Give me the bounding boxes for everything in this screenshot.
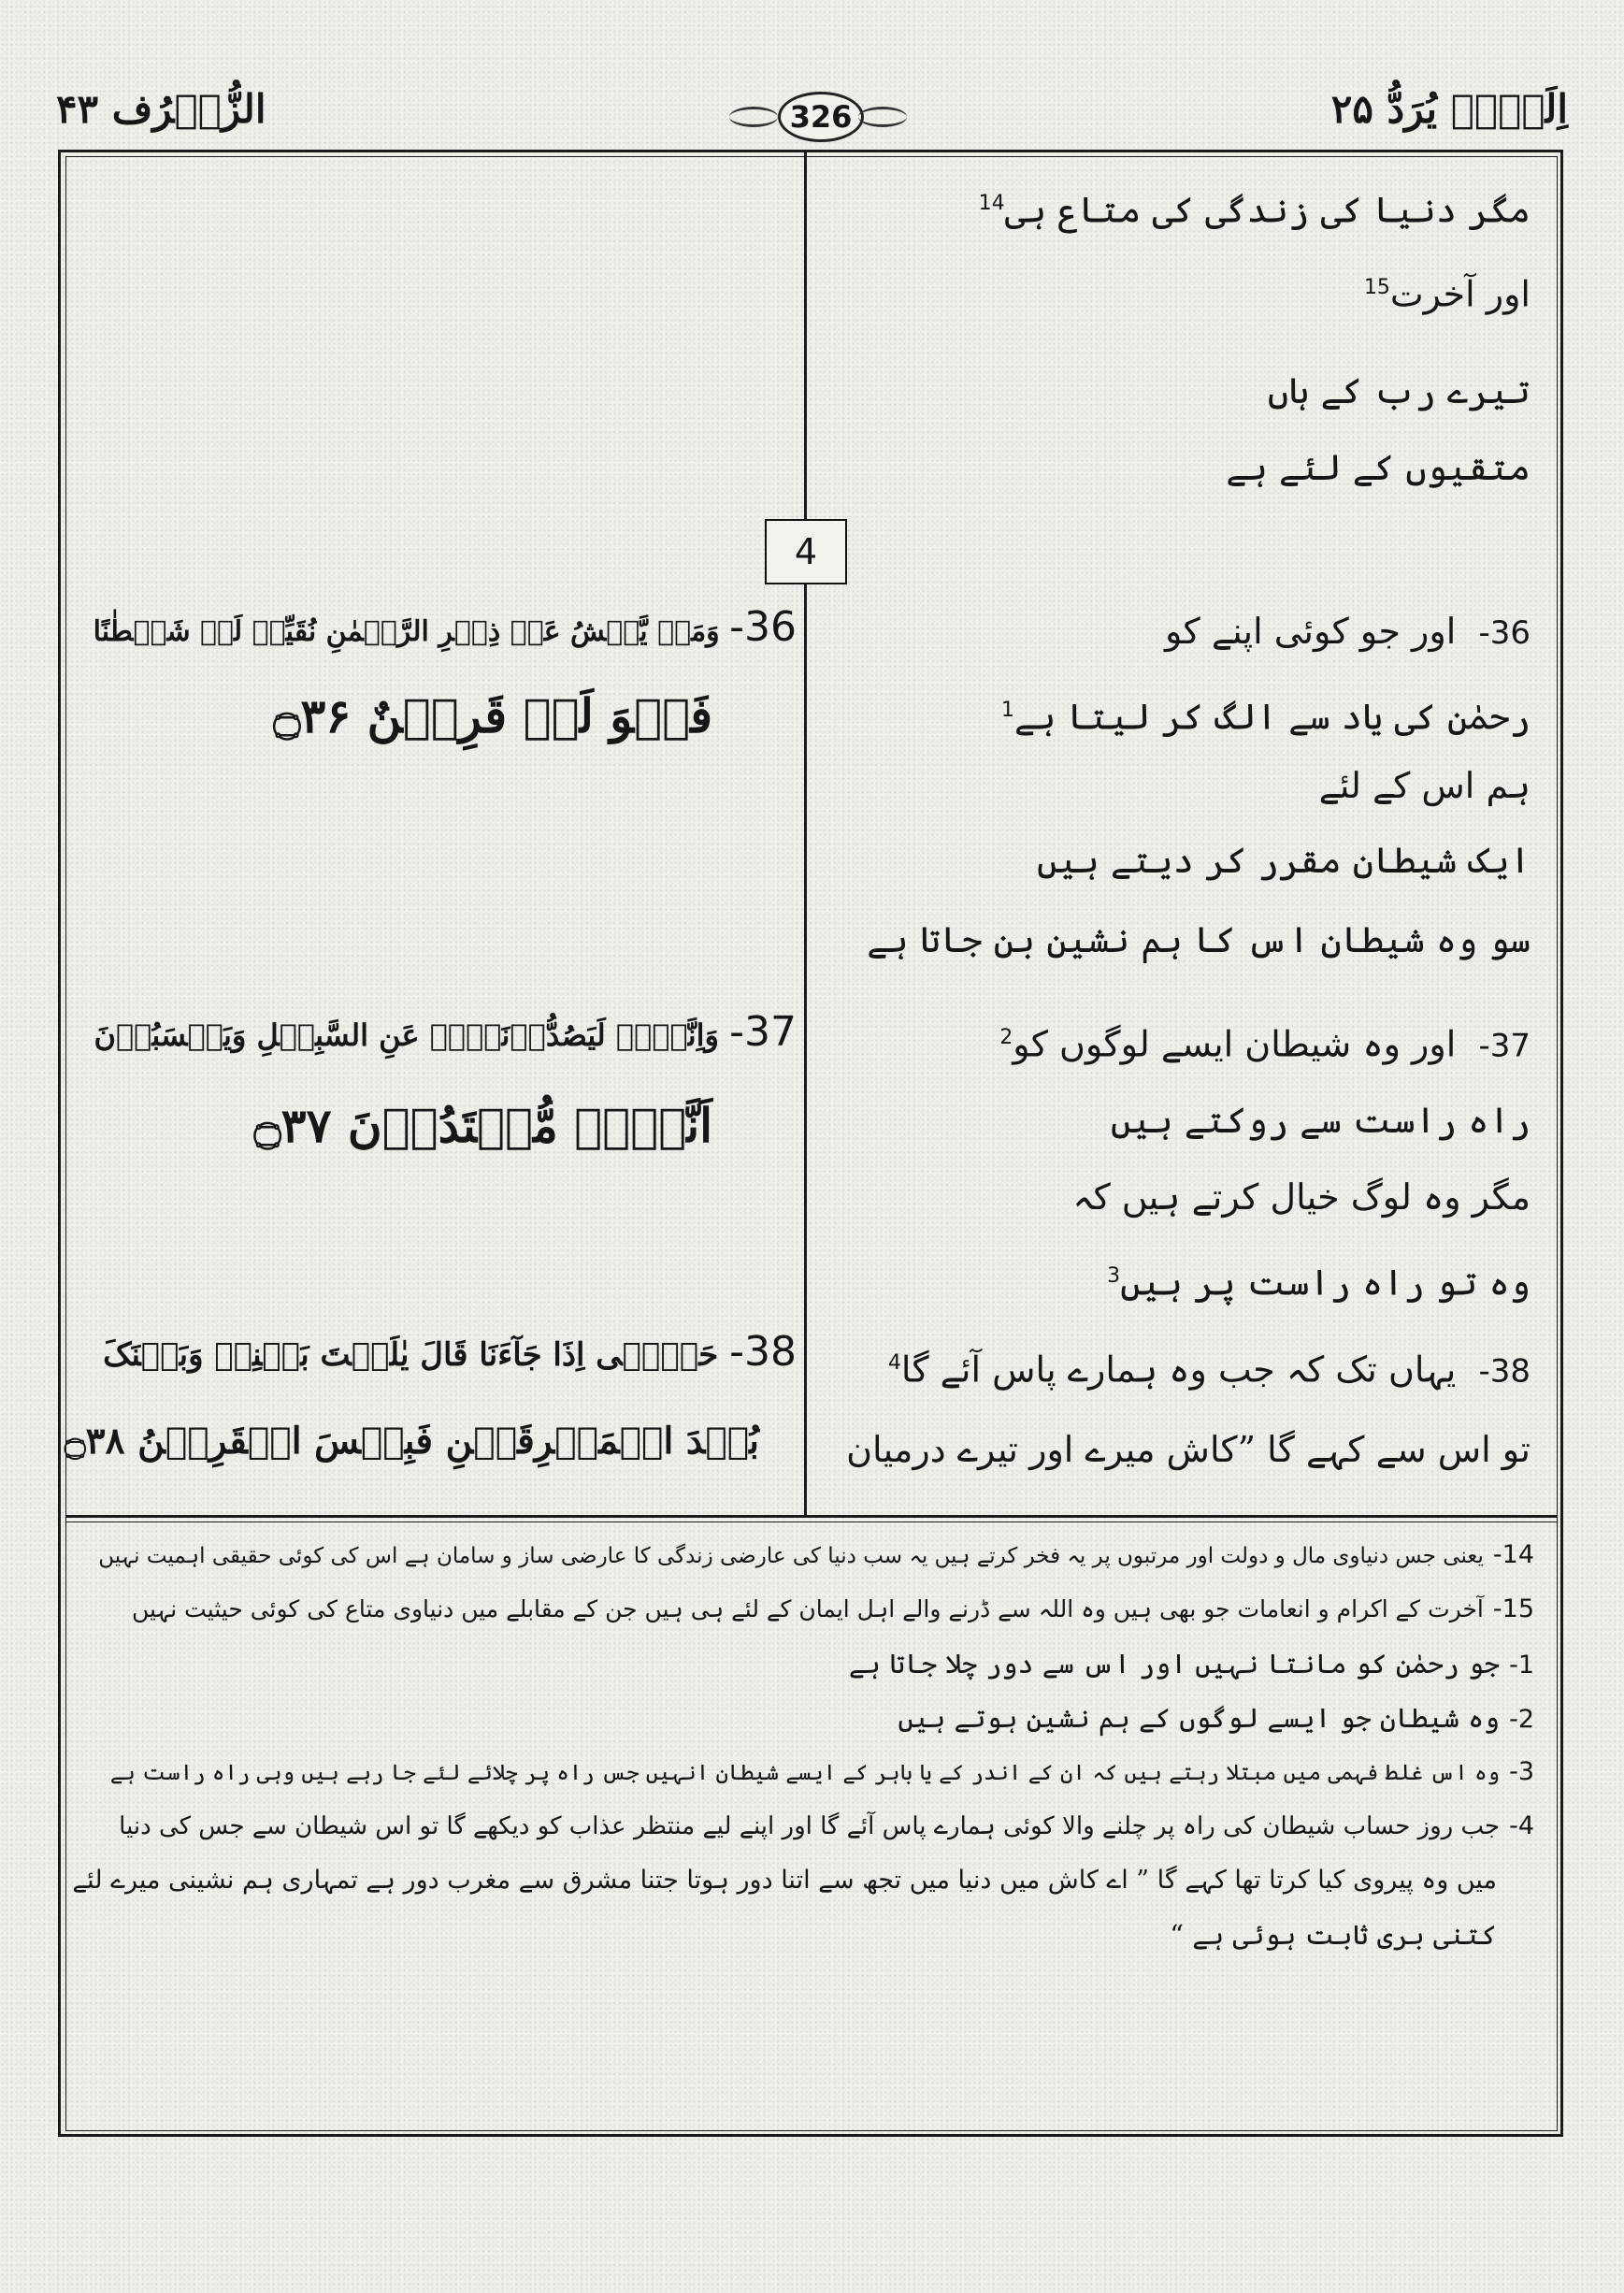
page-number-ornament (729, 86, 907, 144)
arabic-verse-37: 37- وَاِنَّہُمۡ لَیَصُدُّوۡنَہُمۡ عَنِ السَّبِیۡلِ وَیَحۡسَبُوۡنَ (93, 1008, 797, 1056)
translation-line: تیرے رب کے ہاں (1267, 370, 1531, 411)
translation-verse-38: 38- یہاں تک کہ جب وہ ہمارے پاس آئے گا$^4$ (887, 1348, 1531, 1391)
arabic-verse-36: 36- وَمَنۡ یَّعۡشُ عَنۡ ذِکۡرِ الرَّحۡمٰنِ نُقَیِّضۡ لَہٗ شَیۡطٰنًا (93, 603, 797, 651)
translation-line: رحمٰن کی یاد سے الگ کر لیتا ہے$^1$ (1000, 696, 1531, 738)
juz-header: اِلَیۡہِ یُرَدُّ ۲۵ (1330, 86, 1568, 132)
translation-line: تو اس سے کہے گا ”کاش میرے اور تیرے درمیان (846, 1429, 1531, 1470)
translation-line: اور آخرت$^{15}$ (1363, 273, 1531, 315)
translation-verse-37: 37- اور وہ شیطان ایسے لوگوں کو$^2$ (999, 1023, 1531, 1065)
footnote: 2-وہ شیطان جو ایسے لوگوں کے ہم نشین ہوتے ہیں (898, 1702, 1534, 1734)
verse-number: 36- (729, 603, 797, 651)
footnote: 4-جب روز حساب شیطان کی راہ پر چلنے والا کوئی ہمارے پاس آئے گا اور اپنے لیے منتظر عذاب کو دیکھے گا تو اس شیطان سے جس کی دنیا (119, 1811, 1534, 1840)
footnote-continuation: کتنی بری ثابت ہوئی ہے “ (1170, 1919, 1497, 1951)
verse-number: 38- (1478, 1352, 1531, 1391)
arabic-line: بُعۡدَ الۡمَشۡرِقَیۡنِ فَبِئۡسَ الۡقَرِیۡنُ ۝۳۸ (64, 1420, 759, 1463)
translation-line: مگر دنیا کی زندگی کی متاع ہی$^{14}$ (978, 189, 1531, 231)
footnote: 3-وہ اس غلط فہمی میں مبتلا رہتے ہیں کہ ان کے اندر کے یا باہر کے ایسے شیطان انہیں جس راہ پر چلائے لئے جا رہے ہیں وہی راہ راست ہے (109, 1757, 1534, 1786)
verse-number: 37- (729, 1008, 797, 1056)
ornament-left-icon (729, 107, 778, 127)
translation-line: ہم اس کے لئے (1318, 765, 1531, 806)
surah-header: الزُّخۡرُف ۴۳ (56, 86, 266, 132)
translation-verse-36: 36- اور جو کوئی اپنے کو (1165, 611, 1531, 652)
verse-number: 37- (1478, 1027, 1531, 1065)
arabic-line: فَہُوَ لَہٗ قَرِیۡنٌ ۝۳۶ (273, 688, 712, 743)
translation-line: ایک شیطان مقرر کر دیتے ہیں (1037, 840, 1531, 881)
ruku-number-box: 4 (765, 519, 847, 584)
footnote: 1-جو رحمٰن کو مانتا نہیں اور اس سے دور چلا جاتا ہے (848, 1648, 1534, 1680)
column-divider (804, 152, 807, 1518)
page-number: 326 (778, 92, 864, 142)
translation-line: مگر وہ لوگ خیال کرتے ہیں کہ (1072, 1176, 1531, 1218)
footnote: 14-یعنی جس دنیاوی مال و دولت اور مرتبوں پر یہ فخر کرتے ہیں یہ سب دنیا کی عارضی زندگی کا عارضی ساز و سامان ہے اس کی کوئی حقیقی اہمیت نہیں (98, 1540, 1534, 1569)
arabic-verse-38: 38- حَتّٰۤی اِذَا جَآءَنَا قَالَ یٰلَیۡتَ بَیۡنِیۡ وَبَیۡنَکَ (103, 1328, 797, 1376)
translation-line: وہ تو راہ راست پر ہیں$^3$ (1107, 1262, 1531, 1304)
translation-line: سو وہ شیطان اس کا ہم نشین بن جاتا ہے (867, 919, 1531, 960)
verse-number: 36- (1478, 614, 1531, 652)
translation-line: راہ راست سے روکتے ہیں (1110, 1100, 1531, 1141)
ornament-right-icon (858, 107, 907, 127)
footnote-divider-inner (65, 1521, 1558, 1522)
footnote-divider (65, 1515, 1558, 1518)
verse-number: 38- (729, 1328, 797, 1376)
arabic-line: اَنَّہُمۡ مُّہۡتَدُوۡنَ ۝۳۷ (253, 1098, 712, 1153)
footnote-continuation: میں وہ پیروی کیا کرتا تھا کہے گا ” اے کاش میں دنیا میں تجھ سے اتنا دور ہوتا جتنا مشرق سے مغرب دور ہے تمہاری ہم نشینی میرے لئے (72, 1866, 1497, 1895)
translation-line: متقیوں کے لئے ہے (1226, 447, 1531, 488)
footnote: 15-آخرت کے اکرام و انعامات جو بھی ہیں وہ اللہ سے ڈرنے والے اہل ایمان کے لئے ہی ہیں جن کے مقابلے میں دنیاوی متاع کی کوئی حیثیت نہیں (132, 1594, 1534, 1623)
